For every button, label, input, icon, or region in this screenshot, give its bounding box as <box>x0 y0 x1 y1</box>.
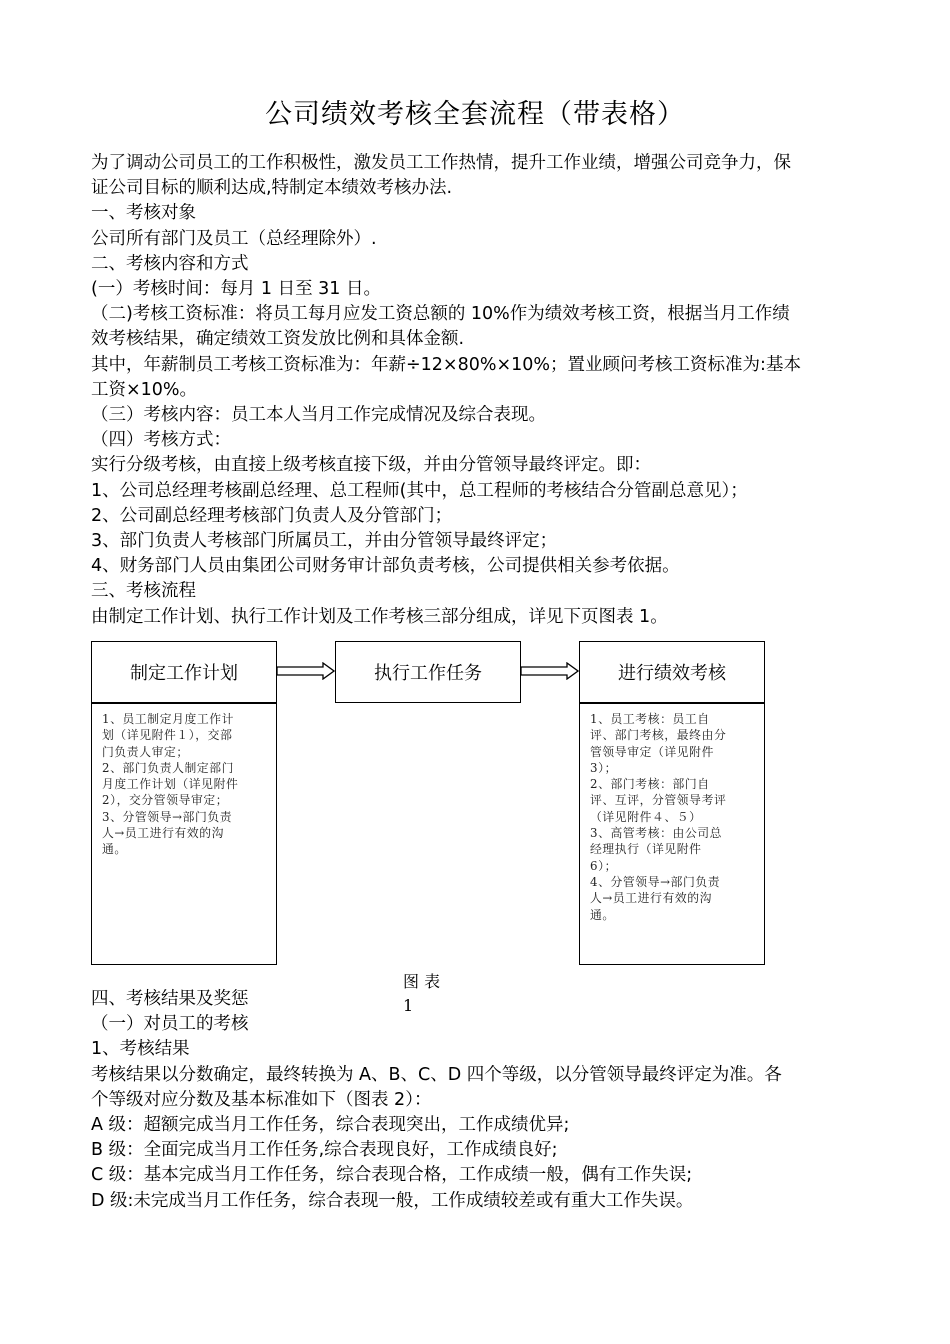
section3-body: 由制定工作计划、执行工作计划及工作考核三部分组成，详见下页图表 1。 <box>91 606 668 627</box>
flow-step-plan-label: 制定工作计划 <box>130 663 238 684</box>
grade-intro-line: 个等级对应分数及基本标准如下（图表 2）： <box>91 1089 432 1110</box>
detail-line: 人→员工进行有效的沟 <box>590 891 713 906</box>
detail-line: 划（详见附件１），交部 <box>102 728 233 743</box>
detail-line: 6）； <box>590 858 617 873</box>
flow-arrow-icon <box>521 662 579 680</box>
grade-line: A 级：超额完成当月工作任务，综合表现突出，工作成绩优异; <box>91 1115 570 1136</box>
salary-line: （二)考核工资标准：将员工每月应发工资总额的 10%作为绩效考核工资，根据当月工作绩 <box>91 304 790 325</box>
section3-heading: 三、考核流程 <box>91 581 196 602</box>
assessment-content: （三）考核内容：员工本人当月工作完成情况及综合表现。 <box>91 405 546 426</box>
detail-line: 4、分管领导→部门负责 <box>590 874 721 889</box>
detail-line: 经理执行（详见附件 <box>590 842 702 857</box>
flow-step-evaluate-details <box>579 703 765 965</box>
detail-line: 通。 <box>590 907 615 922</box>
detail-line: 评、互评，分管领导考评 <box>590 793 727 808</box>
method-line: 2、公司副总经理考核部门负责人及分管部门； <box>91 505 453 526</box>
salary-line: 工资×10%。 <box>91 379 198 400</box>
detail-line: 管领导审定（详见附件 <box>590 744 714 759</box>
section1-heading: 一、考核对象 <box>91 203 196 224</box>
flow-arrow-icon <box>277 662 335 680</box>
grade-line: C 级：基本完成当月工作任务，综合表现合格，工作成绩一般，偶有工作失误; <box>91 1165 693 1186</box>
body-text-top <box>91 151 871 630</box>
section4-heading: 四、考核结果及奖惩 <box>91 989 249 1009</box>
method-line: 3、部门负责人考核部门所属员工，并由分管领导最终评定； <box>91 531 558 552</box>
detail-line: 1、员工制定月度工作计 <box>102 712 235 726</box>
method-line: 4、财务部门人员由集团公司财务审计部负责考核，公司提供相关参考依据。 <box>91 556 680 577</box>
section1-body: 公司所有部门及员工（总经理除外）. <box>91 228 377 249</box>
assessment-time: (一）考核时间：每月 1 日至 31 日。 <box>91 279 381 300</box>
caption-line: 图 表 <box>403 972 441 991</box>
method-line: 实行分级考核，由直接上级考核直接下级，并由分管领导最终评定。即： <box>91 455 651 476</box>
flow-step-evaluate-label: 进行绩效考核 <box>618 663 726 684</box>
detail-line: 1、员工考核：员工自 <box>590 712 710 726</box>
detail-line: 人→员工进行有效的沟 <box>102 826 225 841</box>
salary-line: 其中，年薪制员工考核工资标准为：年薪÷12×80%×10%；置业顾问考核工资标准为:基本 <box>91 354 801 375</box>
detail-line: 门负责人审定； <box>102 744 189 759</box>
caption-line: 1 <box>403 996 414 1015</box>
grade-line: D 级:未完成当月工作任务，综合表现一般，工作成绩较差或有重大工作失误。 <box>91 1190 694 1211</box>
method-heading: （四）考核方式： <box>91 430 231 451</box>
intro-line: 为了调动公司员工的工作积极性，激发员工工作热情，提升工作业绩，增强公司竞争力，保 <box>91 153 791 173</box>
detail-line: 3、分管领导→部门负责 <box>102 809 233 824</box>
grade-intro-line: 考核结果以分数确定，最终转换为 A、B、C、D 四个等级，以分管领导最终评定为准。各 <box>91 1064 782 1085</box>
flow-step-evaluate <box>579 641 765 703</box>
section4-sub1: （一）对员工的考核 <box>91 1014 249 1035</box>
section2-heading: 二、考核内容和方式 <box>91 253 249 274</box>
page-title: 公司绩效考核全套流程（带表格） <box>265 99 685 130</box>
grade-line: B 级：全面完成当月工作任务,综合表现良好，工作成绩良好; <box>91 1140 558 1161</box>
detail-line: （详见附件４、５） <box>590 809 702 824</box>
detail-line: 2），交分管领导审定； <box>102 793 229 808</box>
section4-sub1-1: 1、考核结果 <box>91 1039 190 1060</box>
detail-line: 月度工作计划（详见附件 <box>102 777 239 792</box>
flow-step-execute-label: 执行工作任务 <box>374 663 482 684</box>
flow-step-plan <box>91 641 277 703</box>
detail-line: 评、部门考核，最终由分 <box>590 728 727 743</box>
intro-line: 证公司目标的顺利达成,特制定本绩效考核办法. <box>91 178 453 199</box>
body-text-bottom <box>91 987 871 1214</box>
method-line: 1、公司总经理考核副总经理、总工程师(其中，总工程师的考核结合分管副总意见）； <box>91 480 748 501</box>
detail-line: 通。 <box>102 842 127 857</box>
detail-line: 2、部门负责人制定部门 <box>102 760 235 775</box>
flow-step-execute <box>335 641 521 703</box>
salary-line: 效考核结果，确定绩效工资发放比例和具体金额. <box>91 329 465 350</box>
flow-step-plan-details <box>91 703 277 965</box>
detail-line: 2、部门考核：部门自 <box>590 777 710 792</box>
detail-line: 3、高管考核：由公司总 <box>590 826 723 841</box>
detail-line: 3）； <box>590 760 617 775</box>
